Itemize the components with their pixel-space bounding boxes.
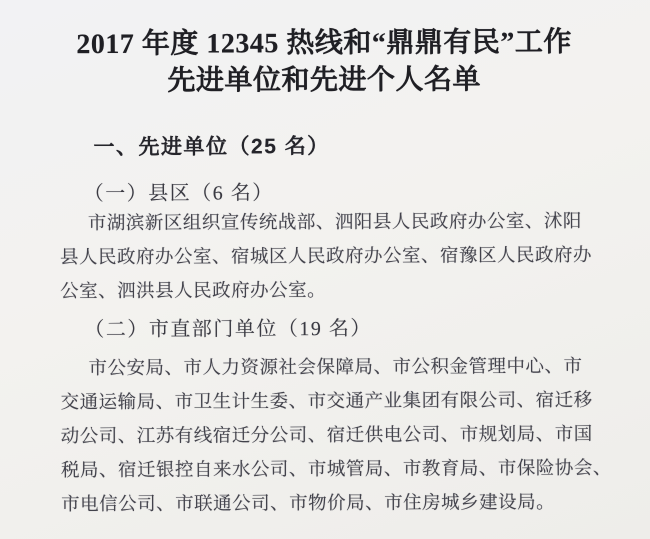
- paragraph-line: 县人民政府办公室、宿城区人民政府办公室、宿豫区人民政府办: [59, 245, 593, 269]
- paragraph-line: 动公司、江苏有线宿迁分公司、宿迁供电公司、市规划局、市国: [60, 424, 593, 448]
- paragraph-line: 市电信公司、市联通公司、市物价局、市住房城乡建设局。: [61, 492, 556, 516]
- subsection-2-heading: （二）市直部门单位（19 名）: [84, 317, 372, 342]
- document-title-line1: 2017 年度 12345 热线和“鼎鼎有民”工作: [76, 26, 572, 61]
- paragraph-line: 交通运输局、市卫生计生委、市交通产业集团有限公司、宿迁移: [60, 390, 593, 414]
- subsection-1-paragraph: [59, 205, 593, 309]
- paragraph-line: 公室、泗洪县人民政府办公室。: [60, 280, 327, 303]
- paragraph-line: 市公安局、市人力资源社会保障局、市公积金管理中心、市: [88, 356, 583, 380]
- subsection-2-paragraph: [60, 350, 612, 522]
- paragraph-line: 税局、宿迁银控自来水公司、市城管局、市教育局、市保险协会、: [60, 458, 612, 482]
- subsection-1-heading: （一）县区（6 名）: [83, 182, 274, 206]
- paragraph-line: 市湖滨新区组织宣传统战部、泗阳县人民政府办公室、沭阳: [87, 211, 582, 235]
- document-title: [0, 24, 649, 101]
- document-body: [59, 133, 612, 522]
- document-title-line2: 先进单位和先进个人名单: [167, 64, 482, 97]
- section-1-heading: 一、先进单位（25 名）: [93, 134, 330, 160]
